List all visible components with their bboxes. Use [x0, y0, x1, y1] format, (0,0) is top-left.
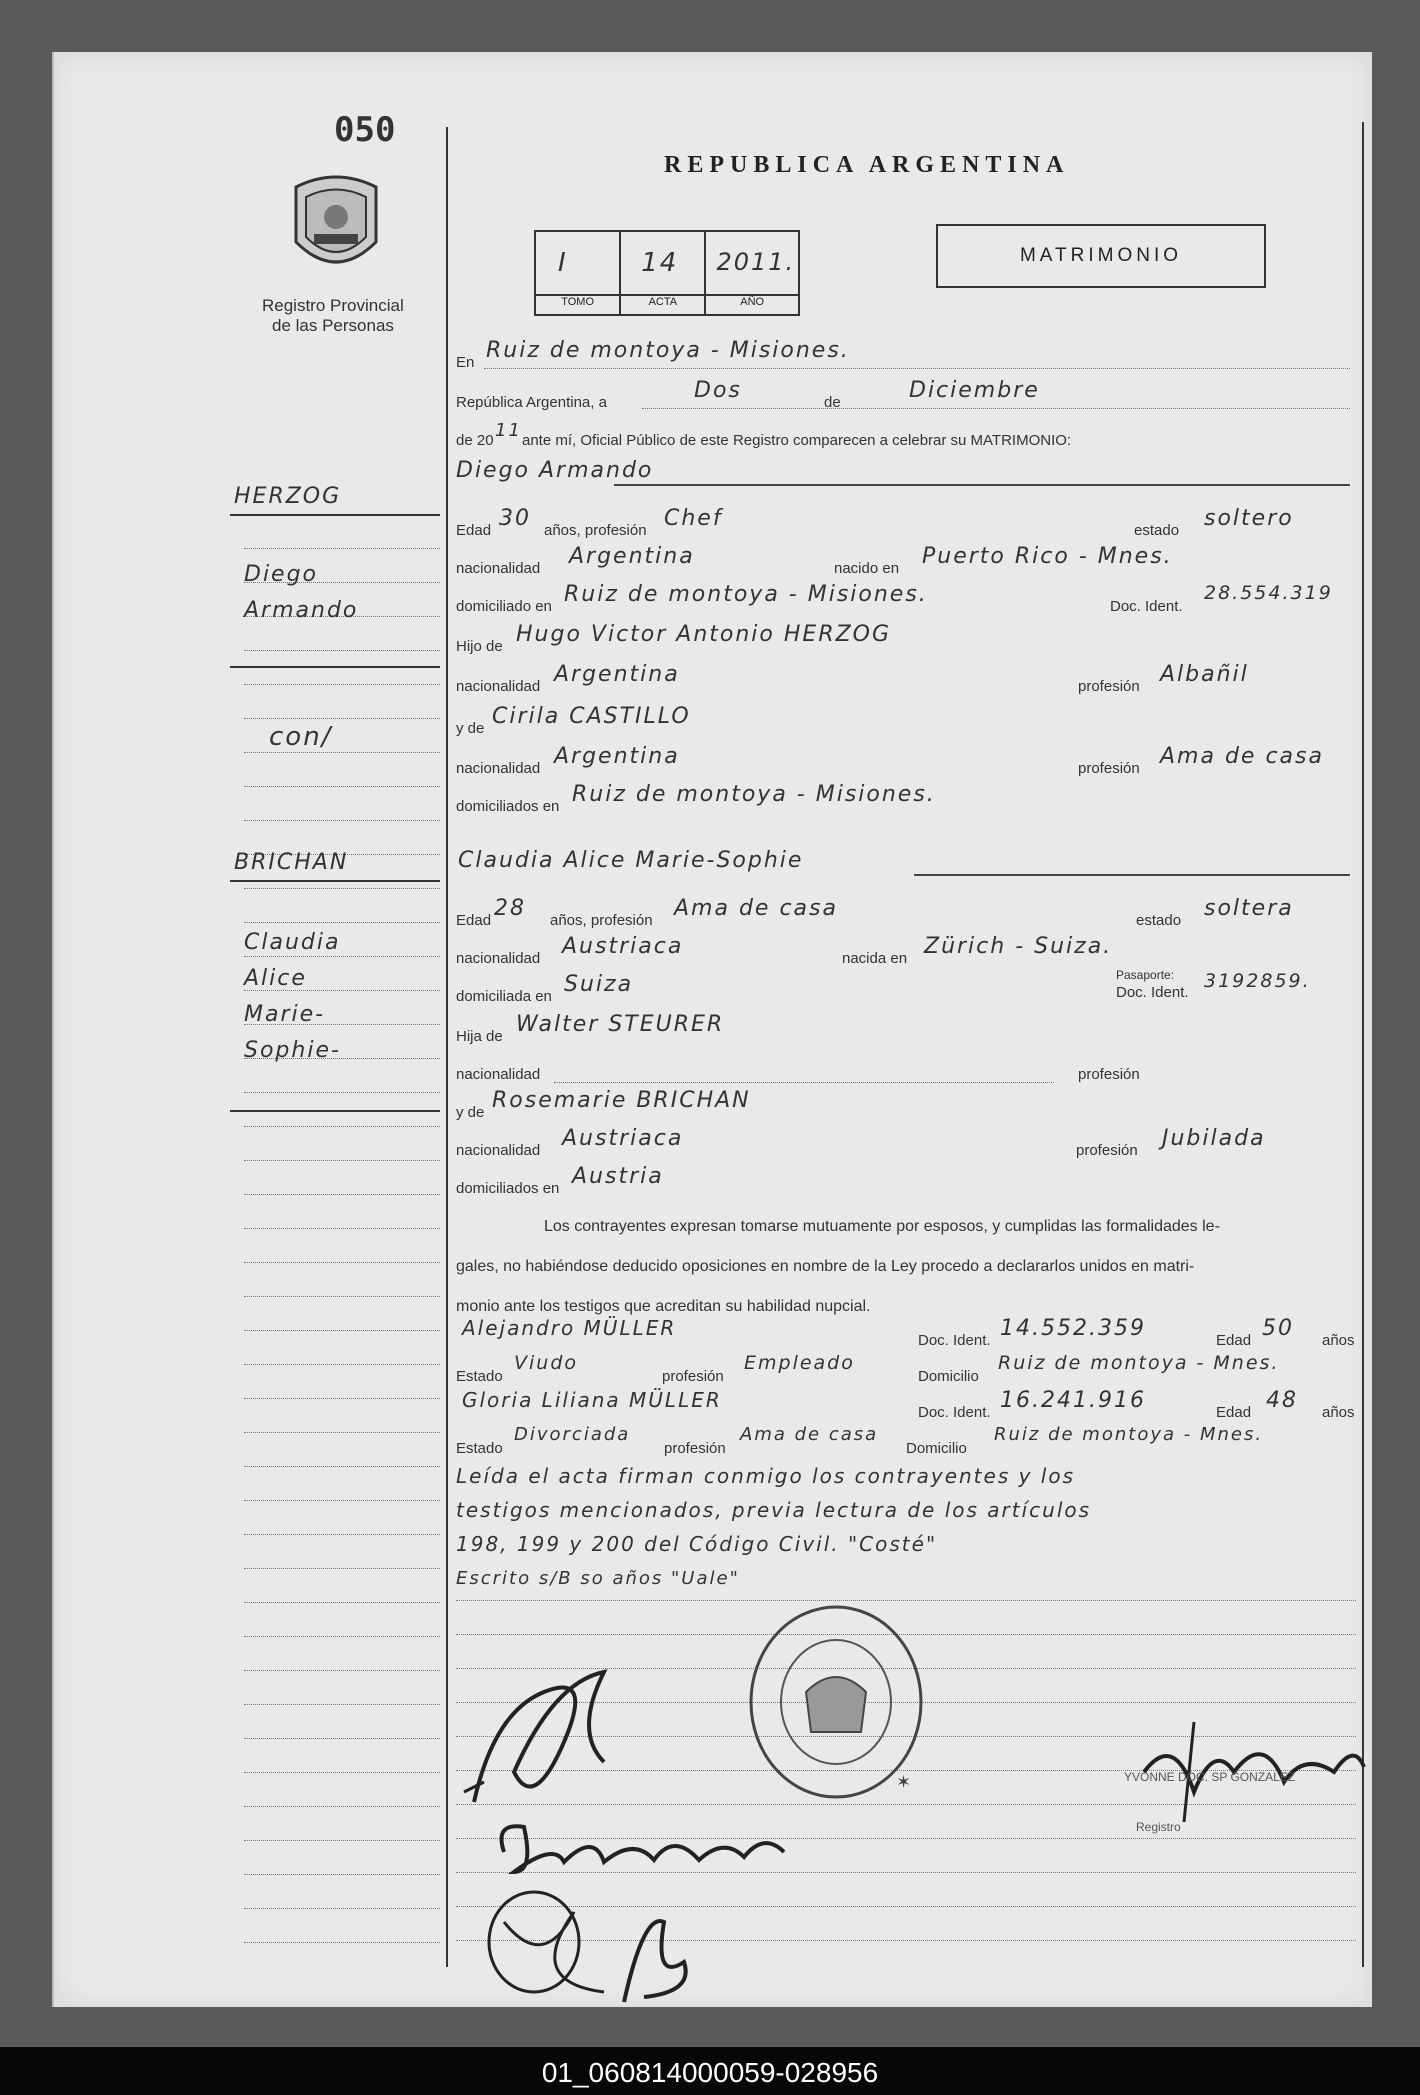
groom-age: 30: [499, 506, 531, 531]
acta-value: 14: [641, 248, 679, 278]
bride-estado-label: estado: [1136, 912, 1182, 929]
margin-ruled-line: [244, 1194, 440, 1195]
month: Diciembre: [909, 378, 1040, 403]
margin-ruled-line: [244, 1874, 440, 1875]
margin-bride-name4: Sophie-: [244, 1038, 341, 1063]
bride-mother: Rosemarie BRICHAN: [492, 1088, 751, 1113]
margin-ruled-line: [244, 1466, 440, 1467]
margin-ruled-line: [244, 684, 440, 685]
margin-bride-name3: Marie-: [244, 1002, 326, 1027]
margin-ruled-line: [244, 1262, 440, 1263]
witness1-profession: Empleado: [744, 1352, 855, 1374]
margin-separator: [230, 514, 440, 516]
witness1-edad-label: Edad: [1216, 1332, 1252, 1349]
de-label: de: [824, 394, 841, 411]
doc-type-box: [936, 224, 1266, 288]
svg-text:✶: ✶: [896, 1772, 912, 1793]
groom-parents-dom-label: domiciliados en: [456, 798, 560, 815]
margin-bride-surname: BRICHAN: [234, 850, 349, 875]
tomo-label: TOMO: [536, 294, 619, 314]
witness2-domicile: Ruiz de montoya - Mnes.: [994, 1424, 1264, 1445]
margin-ruled-line: [244, 922, 440, 923]
bride-profession: Ama de casa: [674, 896, 838, 921]
date-line: [642, 408, 1350, 409]
groom-nac-label: nacionalidad: [456, 560, 541, 577]
margin-ruled-line: [244, 1534, 440, 1535]
bride-mother-label: y de: [456, 1104, 485, 1121]
witness1-name: Alejandro MÜLLER: [462, 1316, 677, 1340]
republica-label: República Argentina, a: [456, 394, 607, 411]
groom-estado-label: estado: [1134, 522, 1180, 539]
witness2-anos-label: años: [1322, 1404, 1355, 1421]
anio-label: AÑO: [706, 294, 798, 314]
place-line: [484, 368, 1350, 369]
bride-edad-label: Edad: [456, 912, 492, 929]
bride-doc: 3192859.: [1204, 970, 1311, 992]
bride-parents-dom: Austria: [572, 1164, 664, 1189]
appear-text: ante mí, Oficial Público de este Registro comparecen a celebrar su MATRIMONIO:: [522, 432, 1072, 449]
bride-born-label: nacida en: [842, 950, 908, 967]
margin-separator: [230, 666, 440, 668]
page-number: 050: [334, 110, 396, 150]
margin-groom-surname: HERZOG: [234, 484, 342, 509]
margin-ruled-line: [244, 1364, 440, 1365]
registry-line1: Registro Provincial: [262, 296, 404, 315]
signature-bride-icon: [484, 1812, 804, 1882]
groom-doc-label: Doc. Ident.: [1110, 598, 1183, 615]
signature-witnesses-icon: [464, 1882, 724, 2022]
official-role: Registro: [1136, 1820, 1181, 1834]
bride-father-nat-line: [554, 1082, 1054, 1083]
place: Ruiz de montoya - Misiones.: [486, 338, 850, 363]
margin-ruled-line: [244, 1636, 440, 1637]
anio-value: 2011.: [716, 248, 796, 276]
witness1-estado-label: Estado: [456, 1368, 503, 1385]
declaration-line3: monio ante los testigos que acreditan su habilidad nupcial.: [456, 1298, 871, 1315]
bride-estado: soltera: [1204, 896, 1294, 921]
witness2-age: 48: [1266, 1388, 1298, 1413]
en-label: En: [456, 354, 475, 371]
witness1-prof-label: profesión: [662, 1368, 724, 1385]
bride-mother-nac-label: nacionalidad: [456, 1142, 541, 1159]
acta-label: ACTA: [621, 294, 704, 314]
witness2-doc: 16.241.916: [1000, 1388, 1146, 1413]
bride-father: Walter STEURER: [516, 1012, 725, 1037]
groom-father-prof: Albañil: [1160, 662, 1249, 687]
witness2-doc-label: Doc. Ident.: [918, 1404, 991, 1421]
notes-line2: testigos mencionados, previa lectura de los artículos: [456, 1498, 1092, 1522]
groom-nationality: Argentina: [569, 544, 695, 569]
margin-ruled-line: [244, 752, 440, 753]
witness1-dom-label: Domicilio: [918, 1368, 979, 1385]
groom-mother-prof: Ama de casa: [1160, 744, 1324, 769]
bride-nationality: Austriaca: [562, 934, 684, 959]
right-border: [1362, 122, 1364, 1967]
margin-groom-name2: Armando: [244, 598, 359, 623]
margin-separator: [230, 880, 440, 882]
bride-name-line: [914, 874, 1350, 876]
bride-domicile: Suiza: [564, 972, 634, 997]
groom-dom-label: domiciliado en: [456, 598, 552, 615]
witness2-profession: Ama de casa: [740, 1424, 879, 1445]
margin-ruled-line: [244, 786, 440, 787]
margin-ruled-line: [244, 1772, 440, 1773]
groom-profesion-label: años, profesión: [544, 522, 647, 539]
margin-ruled-line: [244, 1228, 440, 1229]
groom-estado: soltero: [1204, 506, 1294, 531]
bride-nac-label: nacionalidad: [456, 950, 541, 967]
margin-ruled-line: [244, 650, 440, 651]
groom-mother-nac-label: nacionalidad: [456, 760, 541, 777]
bride-dom-label: domiciliada en: [456, 988, 552, 1005]
groom-father-nac-label: nacionalidad: [456, 678, 541, 695]
groom-mother: Cirila CASTILLO: [492, 704, 691, 729]
tomo-value: I: [558, 248, 568, 278]
margin-ruled-line: [244, 1738, 440, 1739]
declaration-line1: Los contrayentes expresan tomarse mutuamente por esposos, y cumplidas las formalidades le-: [544, 1218, 1220, 1235]
witness1-age: 50: [1262, 1316, 1294, 1341]
margin-ruled-line: [244, 1942, 440, 1943]
bride-father-prof-label: profesión: [1078, 1066, 1140, 1083]
margin-ruled-line: [244, 1908, 440, 1909]
margin-ruled-line: [244, 1704, 440, 1705]
bride-profesion-label: años, profesión: [550, 912, 653, 929]
margin-ruled-line: [244, 1432, 440, 1433]
witness2-estado-label: Estado: [456, 1440, 503, 1457]
bride-father-label: Hija de: [456, 1028, 503, 1045]
bride-birthplace: Zürich - Suiza.: [924, 934, 1113, 959]
groom-profession: Chef: [664, 506, 723, 531]
groom-name-line: [614, 484, 1350, 486]
day: Dos: [694, 378, 742, 403]
margin-ruled-line: [244, 1602, 440, 1603]
body-ruled-line: [456, 1600, 1356, 1601]
declaration-line2: gales, no habiéndose deducido oposiciones en nombre de la Ley procedo a declararlos unidos en matri-: [456, 1258, 1195, 1275]
witness2-name: Gloria Liliana MÜLLER: [462, 1388, 722, 1412]
margin-ruled-line: [244, 1330, 440, 1331]
groom-domicile: Ruiz de montoya - Misiones.: [564, 582, 928, 607]
groom-mother-nat: Argentina: [554, 744, 680, 769]
groom-full-name: Diego Armando: [456, 458, 654, 483]
margin-ruled-line: [244, 1840, 440, 1841]
margin-ruled-line: [244, 1806, 440, 1807]
notes-line4: Escrito s/B so años "Uale": [456, 1568, 740, 1589]
signature-groom-icon: [454, 1652, 654, 1822]
year-prefix: de 20: [456, 432, 494, 449]
margin-divider: [446, 127, 448, 1967]
official-name: YVONNE DOC. SP GONZALEZ: [1124, 1770, 1296, 1784]
witness1-domicile: Ruiz de montoya - Mnes.: [998, 1352, 1280, 1374]
bride-age: 28: [494, 896, 526, 921]
margin-ruled-line: [244, 820, 440, 821]
margin-bride-name2: Alice: [244, 966, 307, 991]
groom-father: Hugo Victor Antonio HERZOG: [516, 622, 892, 647]
groom-father-prof-label: profesión: [1078, 678, 1140, 695]
bride-mother-prof-label: profesión: [1076, 1142, 1138, 1159]
document-title: REPUBLICA ARGENTINA: [664, 152, 1070, 178]
margin-ruled-line: [244, 1296, 440, 1297]
margin-ruled-line: [244, 548, 440, 549]
witness2-edad-label: Edad: [1216, 1404, 1252, 1421]
bride-father-nac-label: nacionalidad: [456, 1066, 541, 1083]
margin-bride-name1: Claudia: [244, 930, 341, 955]
margin-ruled-line: [244, 956, 440, 957]
margin-ruled-line: [244, 888, 440, 889]
bride-mother-prof: Jubilada: [1162, 1126, 1266, 1151]
margin-ruled-line: [244, 1500, 440, 1501]
margin-ruled-line: [244, 718, 440, 719]
margin-separator: [230, 1110, 440, 1112]
notes-line3: 198, 199 y 200 del Código Civil. "Costé": [456, 1532, 938, 1556]
margin-ruled-line: [244, 1398, 440, 1399]
witness1-doc: 14.552.359: [1000, 1316, 1146, 1341]
witness2-prof-label: profesión: [664, 1440, 726, 1457]
record-box: [534, 230, 800, 316]
file-code: 01_060814000059-028956: [541, 2057, 879, 2088]
margin-ruled-line: [244, 1670, 440, 1671]
registry-line2: de las Personas: [272, 316, 394, 335]
margin-ruled-line: [244, 1092, 440, 1093]
groom-father-nat: Argentina: [554, 662, 680, 687]
groom-born-label: nacido en: [834, 560, 900, 577]
witness1-anos-label: años: [1322, 1332, 1355, 1349]
margin-ruled-line: [244, 1160, 440, 1161]
bride-mother-nat: Austriaca: [562, 1126, 684, 1151]
margin-ruled-line: [244, 1126, 440, 1127]
document-page: [52, 52, 1372, 2007]
notes-line1: Leída el acta firman conmigo los contrayentes y los: [456, 1464, 1076, 1488]
bride-parents-dom-label: domiciliados en: [456, 1180, 560, 1197]
margin-groom-name1: Diego: [244, 562, 319, 587]
margin-ruled-line: [244, 1568, 440, 1569]
witness2-dom-label: Domicilio: [906, 1440, 967, 1457]
groom-father-label: Hijo de: [456, 638, 503, 655]
groom-doc: 28.554.319: [1204, 582, 1333, 604]
provincial-seal-icon: [286, 172, 386, 282]
year-suffix: 11: [495, 420, 522, 441]
groom-edad-label: Edad: [456, 522, 492, 539]
groom-birthplace: Puerto Rico - Mnes.: [922, 544, 1173, 569]
bride-doc-label: Doc. Ident.: [1116, 984, 1189, 1001]
bride-full-name: Claudia Alice Marie-Sophie: [458, 848, 804, 873]
groom-mother-prof-label: profesión: [1078, 760, 1140, 777]
doc-type: MATRIMONIO: [1019, 245, 1183, 266]
witness1-estado: Viudo: [514, 1352, 579, 1374]
bride-passport-label: Pasaporte:: [1116, 968, 1175, 982]
witness1-doc-label: Doc. Ident.: [918, 1332, 991, 1349]
groom-parents-dom: Ruiz de montoya - Misiones.: [572, 782, 936, 807]
groom-mother-label: y de: [456, 720, 485, 737]
margin-con: con/: [269, 722, 333, 752]
official-stamp-icon: [746, 1602, 926, 1802]
witness2-estado: Divorciada: [514, 1424, 631, 1445]
